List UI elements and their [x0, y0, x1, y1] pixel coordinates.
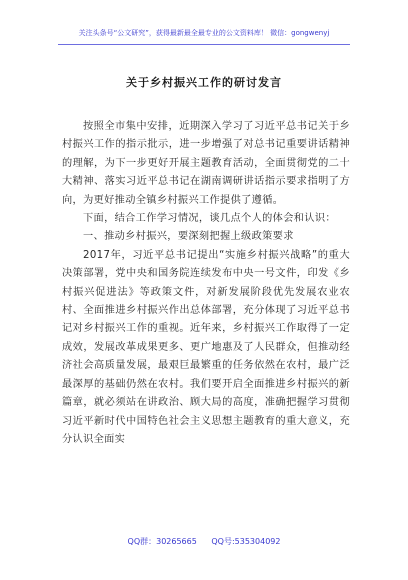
footer-qq-number: QQ号:535304092 [211, 537, 281, 546]
footer-qq-group: QQ群：30265665 [127, 537, 197, 546]
document-body [62, 118, 350, 449]
paragraph-policy: 2017年，习近平总书记提出“实施乡村振兴战略”的重大决策部署，党中央和国务院连续发布中央一号文件，印发《乡村振兴促进法》等政策文件，对新发展阶段优先发展农业农村、全面推进乡村振兴作出总体部署，充分体现了习近平总书记对乡村振兴工作的重视。近年来，乡村振兴工作取得了一定成效，发展改革成果更多、更广地惠及了人民群众，但推动经济社会高质量发展，最艰巨最繁重的任务依然在农村，最广泛最深厚的基础仍然在农村。我们要开启全面推进乡村振兴的新篇章，就必须站在讲政治、顾大局的高度，准确把握学习贯彻习近平新时代中国特色社会主义思想主题教育的重大意义，充分认识全面实 [62, 249, 350, 445]
paragraph-intro: 按照全市集中安排，近期深入学习了习近平总书记关于乡村振兴工作的指示批示，进一步增强了对总书记重要讲话精神的理解，为下一步更好开展主题教育活动，全面贯彻党的二十大精神、落实习近平总书记在湖南调研讲话指示要求指明了方向，为更好推动全镇乡村振兴工作提供了遵循。 [62, 121, 350, 206]
paragraph-lead: 下面，结合工作学习情况，谈几点个人的体会和认识： [83, 213, 336, 225]
footer-contact [0, 536, 408, 547]
header-divider [58, 44, 350, 45]
page-title: 关于乡村振兴工作的研讨发言 [126, 76, 282, 89]
section-heading-1: 一、推动乡村振兴，要深刻把握上级政策要求 [83, 231, 294, 243]
header-banner: 关注头条号“公文研究”，获得最新最全最专业的公文资料库！ 微信：gongwenyj [78, 29, 330, 37]
